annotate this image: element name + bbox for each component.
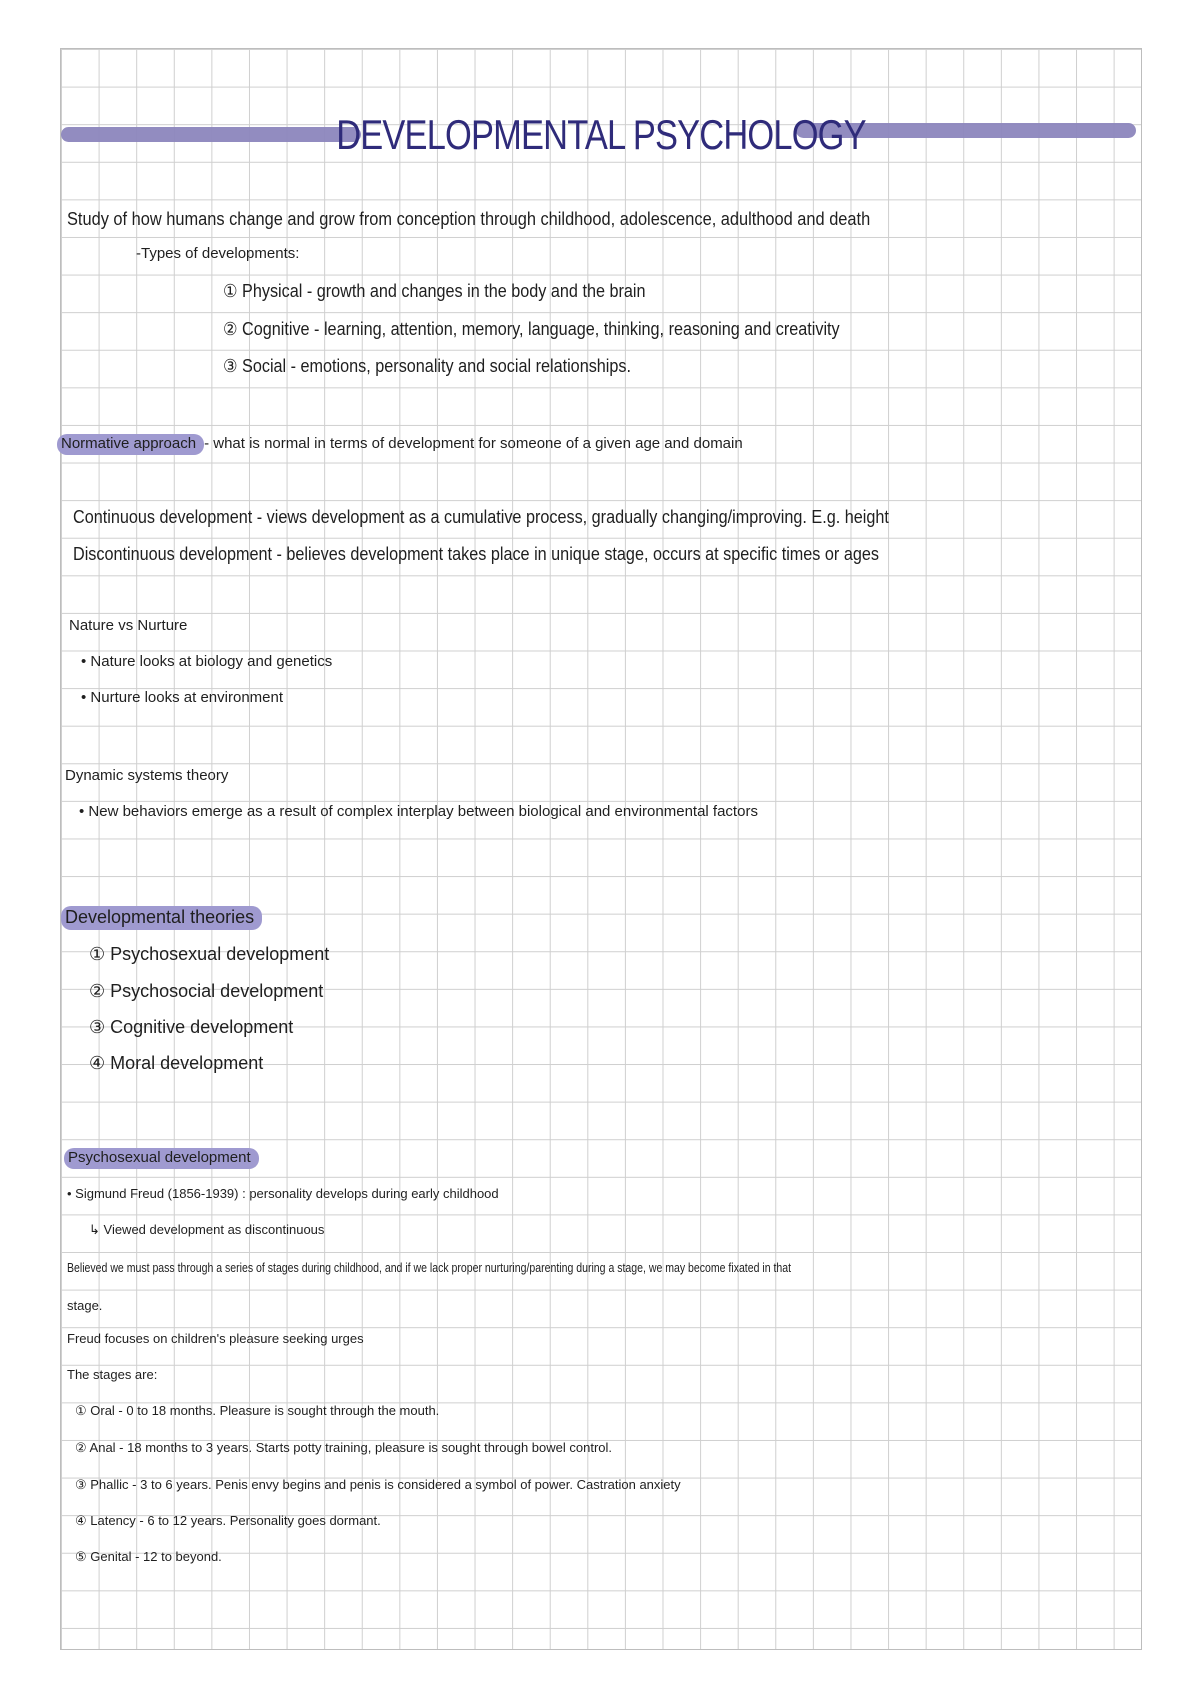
theory-item: ③ Cognitive development xyxy=(89,1017,294,1037)
stage-oral: ① Oral - 0 to 18 months. Pleasure is sought through the mouth. xyxy=(75,1403,440,1418)
type-cognitive: ② Cognitive - learning, attention, memory, language, thinking, reasoning and creativity xyxy=(223,319,840,339)
psychosexual-heading-highlight: Psychosexual development xyxy=(64,1148,259,1169)
nurture-item: • Nurture looks at environment xyxy=(81,689,284,706)
dynamic-systems-heading: Dynamic systems theory xyxy=(65,767,229,784)
freud-focus-line: Freud focuses on children's pleasure seeking urges xyxy=(67,1331,364,1346)
stage-phallic: ③ Phallic - 3 to 6 years. Penis envy begins and penis is considered a symbol of power. Castration anxiety xyxy=(75,1477,681,1492)
page-title: DEVELOPMENTAL PSYCHOLOGY xyxy=(336,111,866,158)
normative-definition: - what is normal in terms of development for someone of a given age and domain xyxy=(204,435,743,452)
psychosexual-heading xyxy=(63,1149,259,1166)
discontinuous-development: Discontinuous development - believes development takes place in unique stage, occurs at specific times or ages xyxy=(73,544,879,564)
types-heading: -Types of developments: xyxy=(136,245,300,262)
normative-approach xyxy=(61,435,743,452)
continuous-development: Continuous development - views development as a cumulative process, gradually changing/improving. E.g. height xyxy=(73,507,889,527)
freud-belief-line-cont: stage. xyxy=(67,1298,103,1313)
stage-genital: ⑤ Genital - 12 to beyond. xyxy=(75,1549,222,1564)
normative-term-highlight: Normative approach xyxy=(57,434,204,455)
type-physical: ① Physical - growth and changes in the body and the brain xyxy=(223,281,646,301)
stage-latency: ④ Latency - 6 to 12 years. Personality goes dormant. xyxy=(75,1513,381,1528)
freud-line: • Sigmund Freud (1856-1939) : personality develops during early childhood xyxy=(67,1186,499,1201)
dynamic-systems-item: • New behaviors emerge as a result of complex interplay between biological and environmental factors xyxy=(79,803,758,820)
nature-item: • Nature looks at biology and genetics xyxy=(81,653,333,670)
theories-heading xyxy=(65,907,262,928)
stages-intro-line: The stages are: xyxy=(67,1367,158,1382)
grid-paper-page xyxy=(60,48,1142,1650)
theories-heading-highlight: Developmental theories xyxy=(61,906,262,930)
definition-text: Study of how humans change and grow from conception through childhood, adolescence, adulthood and death xyxy=(67,209,871,229)
theory-item: ② Psychosocial development xyxy=(89,981,324,1001)
type-social: ③ Social - emotions, personality and social relationships. xyxy=(223,356,632,376)
theory-item: ① Psychosexual development xyxy=(89,944,330,964)
nature-nurture-heading: Nature vs Nurture xyxy=(69,617,188,634)
freud-belief-line: Believed we must pass through a series of stages during childhood, and if we lack proper nurturing/parenting during a stage, we may become fixated in that xyxy=(67,1260,792,1275)
theory-item: ④ Moral development xyxy=(89,1053,264,1073)
freud-view-line: ↳ Viewed development as discontinuous xyxy=(89,1222,325,1237)
stage-anal: ② Anal - 18 months to 3 years. Starts potty training, pleasure is sought through bowel control. xyxy=(75,1440,612,1455)
